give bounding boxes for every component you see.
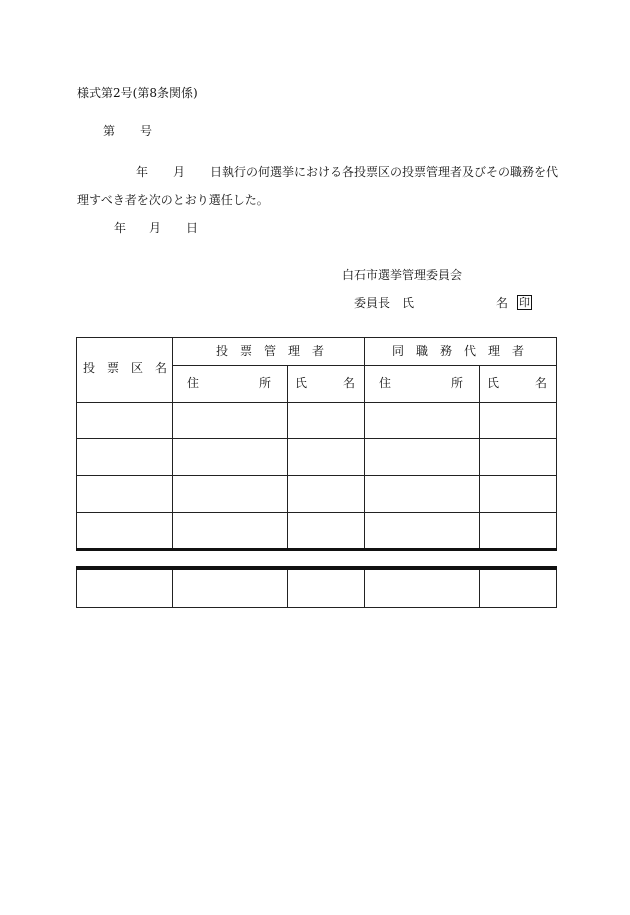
number-dai: 第 [103,124,116,138]
header-deputy-address-l: 住 [379,376,392,390]
date-year: 年 [114,221,127,235]
table-grid-lines [76,337,557,608]
header-manager-name-l: 氏 [295,376,308,390]
header-deputy-address-r: 所 [451,376,464,390]
header-deputy-name-l: 氏 [487,376,500,390]
date-month: 月 [149,221,162,235]
issuer-org: 白石市選挙管理委員会 [342,268,463,282]
issuer-title: 委員長 [354,296,391,310]
appointment-table [76,337,557,608]
issuer-shi: 氏 [402,296,415,310]
seal-mark: 印 [519,296,530,309]
header-deputy-name-r: 名 [535,376,548,390]
header-manager-name-r: 名 [343,376,356,390]
header-manager-address-l: 住 [187,376,200,390]
body-month: 月 [173,165,186,179]
date-day: 日 [186,221,199,235]
body-year: 年 [136,165,149,179]
form-id: 様式第2号(第8条関係) [77,86,198,100]
header-deputy: 同 職 務 代 理 者 [392,344,525,358]
header-manager-address-r: 所 [259,376,272,390]
header-manager: 投 票 管 理 者 [216,344,325,358]
header-district: 投 票 区 名 [83,361,168,375]
number-go: 号 [140,124,153,138]
body-line2: 理すべき者を次のとおり選任した。 [77,193,269,207]
issuer-mei: 名 [496,296,509,310]
body-line1: 日執行の何選挙における各投票区の投票管理者及びその職務を代 [210,165,559,179]
